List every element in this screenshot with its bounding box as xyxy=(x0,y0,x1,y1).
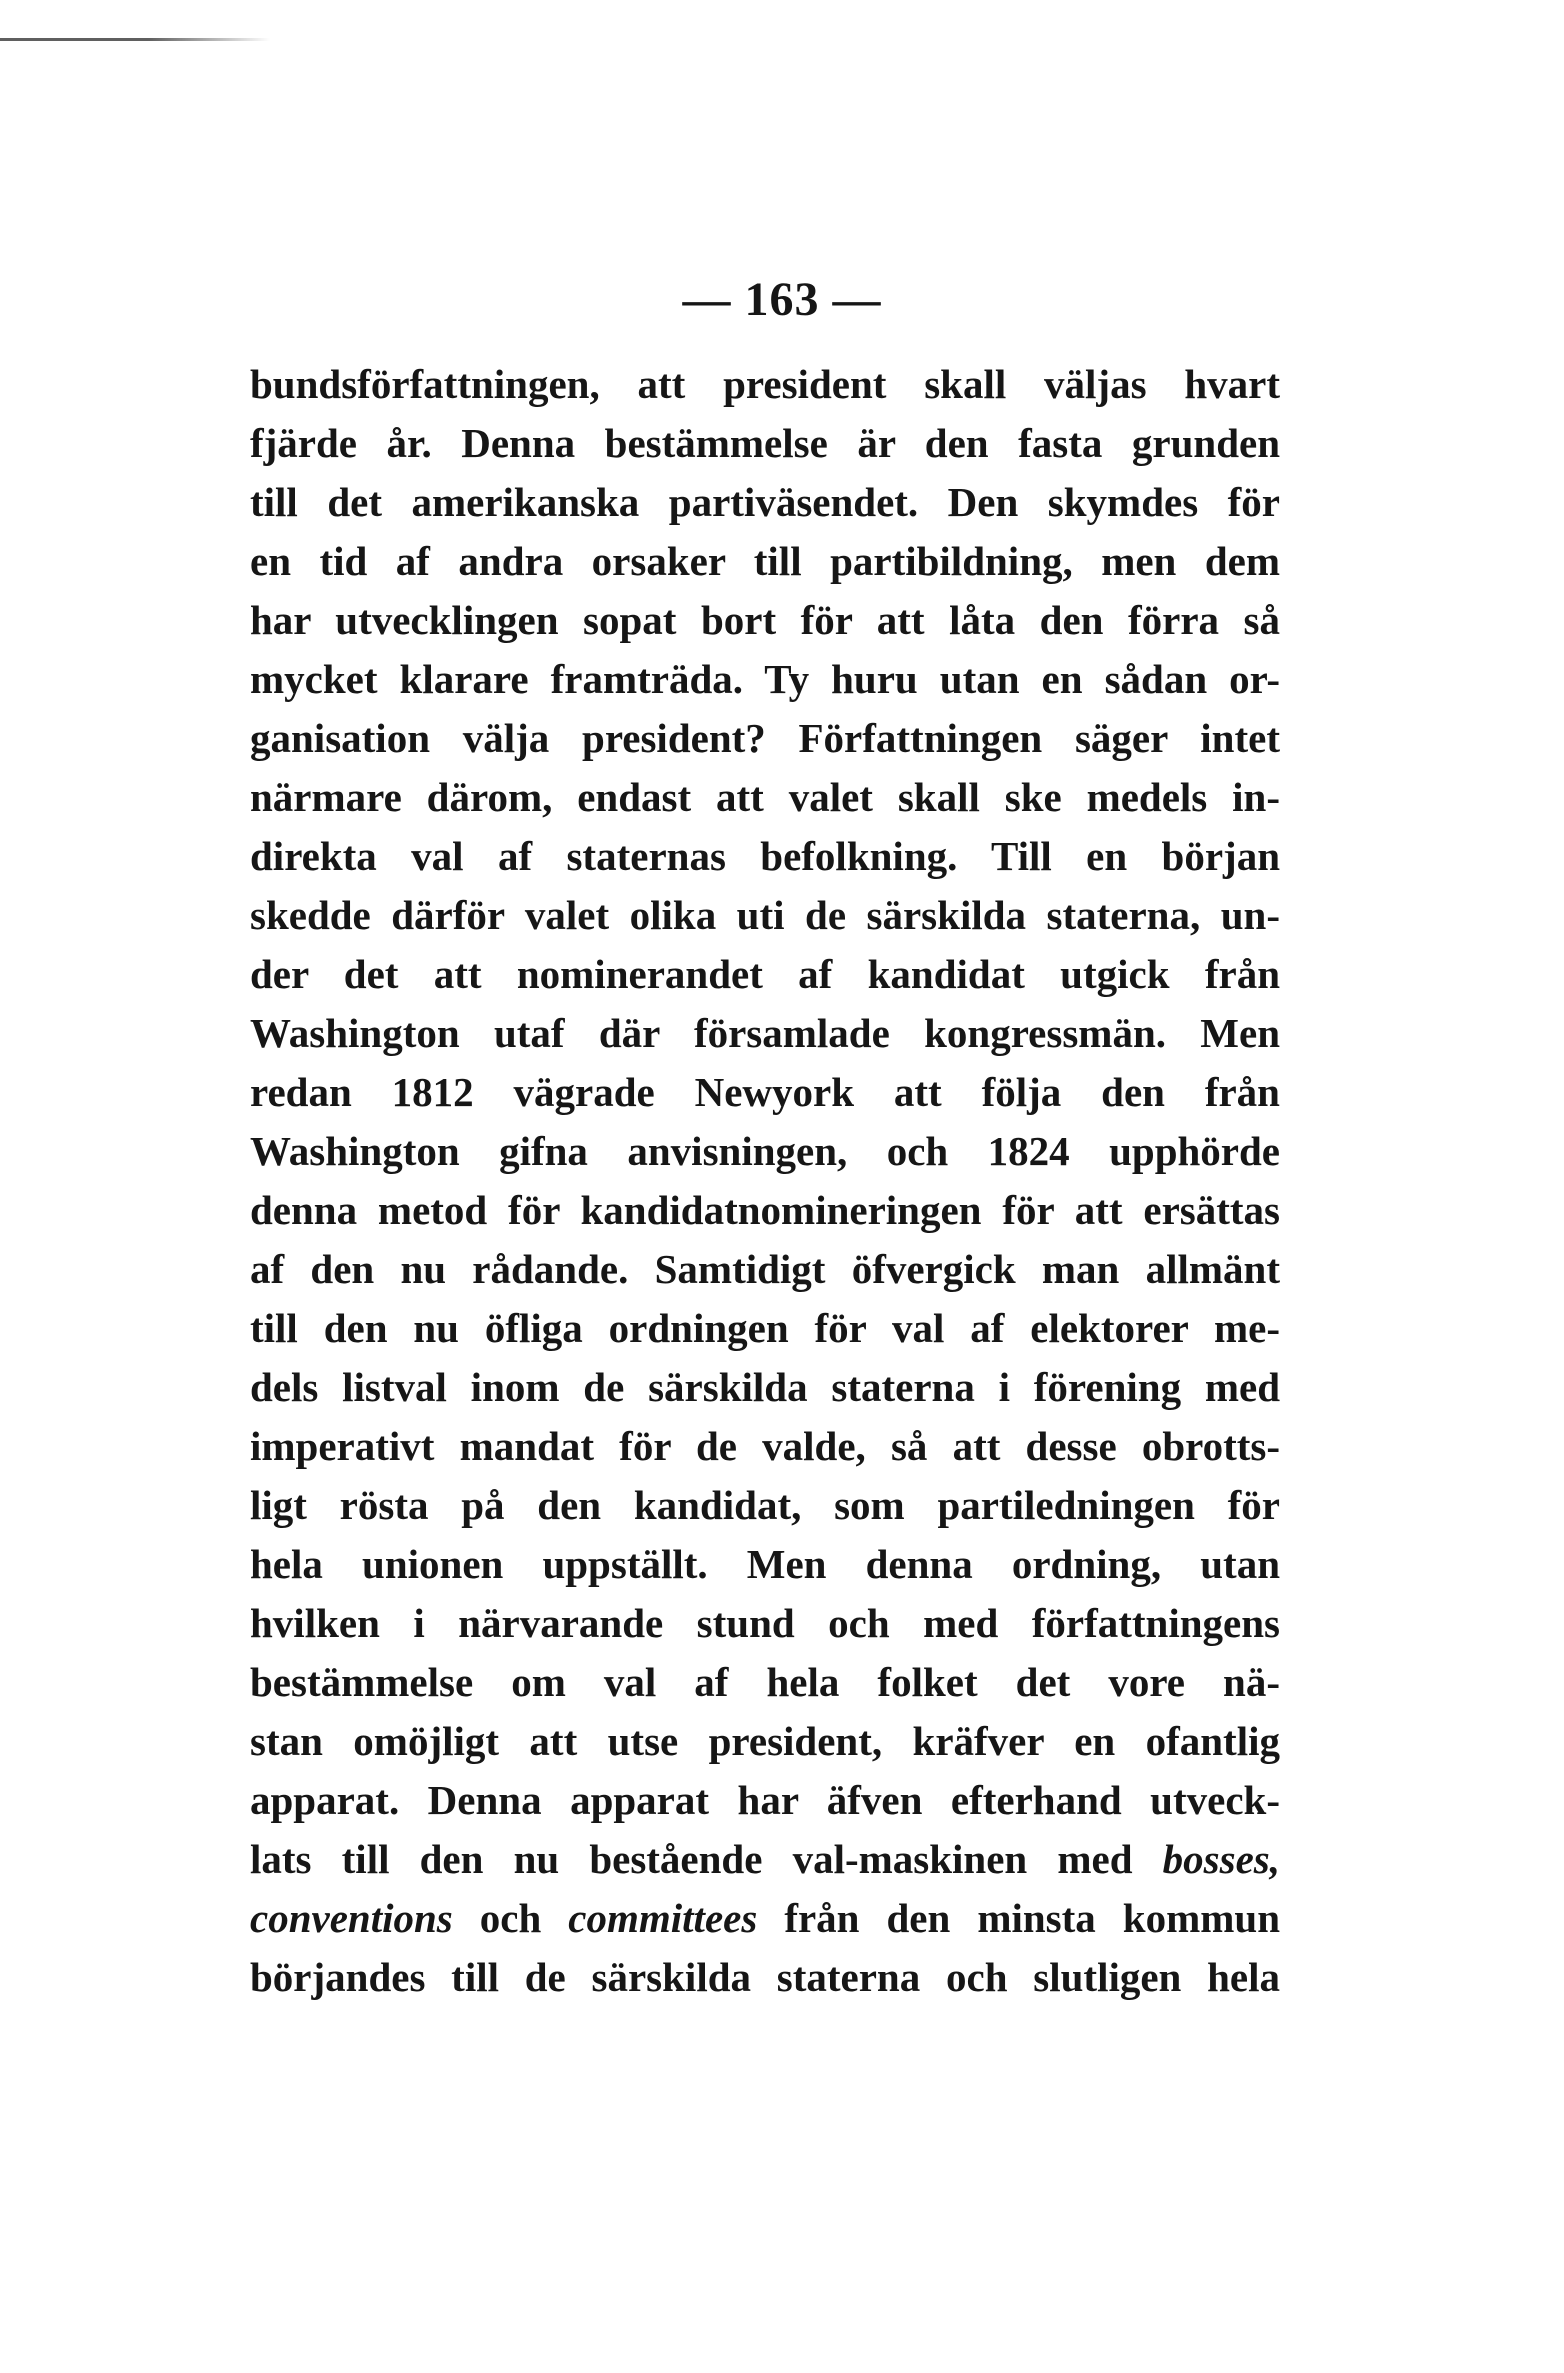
text-line: direkta val af staternas befolkning. Till en början xyxy=(250,833,1280,879)
text-line: mycket klarare framträda. Ty huru utan en sådan or- xyxy=(250,656,1280,702)
text-line: fjärde år. Denna bestämmelse är den fasta grunden xyxy=(250,420,1280,466)
text-line: imperativt mandat för de valde, så att desse obrotts- xyxy=(250,1423,1280,1469)
text-line: till det amerikanska partiväsendet. Den skymdes för xyxy=(250,479,1280,525)
italic-term: committees xyxy=(568,1895,758,1941)
text-line: skedde därför valet olika uti de särskilda staterna, un- xyxy=(250,892,1280,938)
text-line: till den nu öfliga ordningen för val af elektorer me- xyxy=(250,1305,1280,1351)
text-segment: från den minsta kommun xyxy=(757,1895,1281,1941)
text-line: ganisation välja president? Författningen säger intet xyxy=(250,715,1280,761)
text-line: denna metod för kandidatnomineringen för att ersättas xyxy=(250,1187,1280,1233)
text-line: närmare därom, endast att valet skall ske medels in- xyxy=(250,774,1280,820)
text-line: börjandes till de särskilda staterna och slutligen hela xyxy=(250,1954,1280,2000)
text-line: der det att nominerandet af kandidat utgick från xyxy=(250,951,1280,997)
text-segment: lats till den nu bestående val-maskinen med xyxy=(250,1836,1163,1882)
text-segment: och xyxy=(452,1895,569,1941)
text-line: hvilken i närvarande stund och med författningens xyxy=(250,1600,1280,1646)
italic-term: conventions xyxy=(250,1895,453,1941)
text-line: bundsförfattningen, att president skall väljas hvart xyxy=(250,361,1280,407)
scan-artifact-line xyxy=(0,38,270,41)
text-line-with-italic xyxy=(250,1830,1280,1889)
body-text xyxy=(250,355,1280,2007)
text-line: Washington gifna anvisningen, och 1824 upphörde xyxy=(250,1128,1280,1174)
text-line: redan 1812 vägrade Newyork att följa den från xyxy=(250,1069,1280,1115)
text-line: en tid af andra orsaker till partibildning, men dem xyxy=(250,538,1280,584)
text-line: stan omöjligt att utse president, kräfver en ofantlig xyxy=(250,1718,1280,1764)
text-line: apparat. Denna apparat har äfven efterhand utveck- xyxy=(250,1777,1280,1823)
text-line: Washington utaf där församlade kongressmän. Men xyxy=(250,1010,1280,1056)
text-line: hela unionen uppställt. Men denna ordning, utan xyxy=(250,1541,1280,1587)
text-line: af den nu rådande. Samtidigt öfvergick man allmänt xyxy=(250,1246,1280,1292)
text-line: har utvecklingen sopat bort för att låta den förra så xyxy=(250,597,1280,643)
text-line: ligt rösta på den kandidat, som partiledningen för xyxy=(250,1482,1280,1528)
page-number: — 163 — xyxy=(682,273,882,326)
italic-term: bosses, xyxy=(1162,1836,1280,1882)
text-line: bestämmelse om val af hela folket det vore nä- xyxy=(250,1659,1280,1705)
text-line: dels listval inom de särskilda staterna i förening med xyxy=(250,1364,1280,1410)
text-line-with-italic xyxy=(250,1889,1280,1948)
